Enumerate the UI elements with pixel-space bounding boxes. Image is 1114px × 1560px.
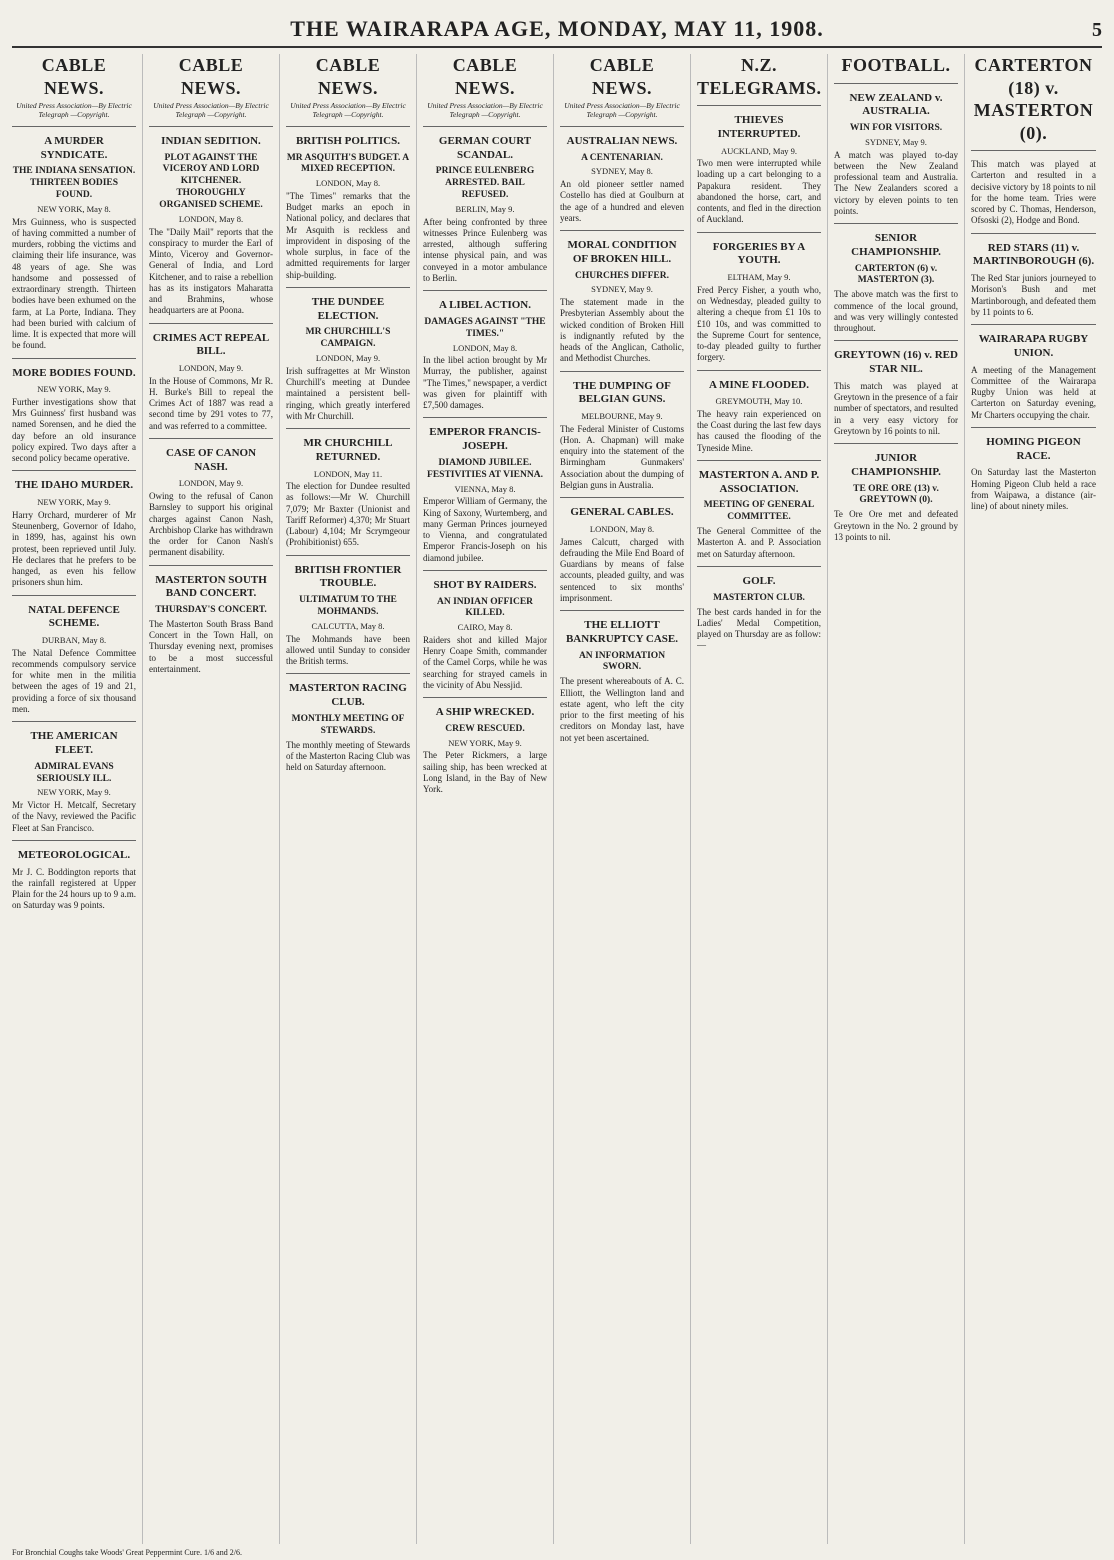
section-divider [560,610,684,611]
news-column [971,54,1102,1544]
column-heading: CABLE NEWS. [178,55,244,98]
section-divider [12,358,136,359]
article-subtitle: THURSDAY'S CONCERT. [155,605,267,615]
article-body: The above match was the first to commence of the local ground, and was very willingly contested throughout. [834,289,958,333]
section-divider [834,83,958,84]
section-divider [12,595,136,596]
section-divider [286,428,410,429]
article-body: An old pioneer settler named Costello has died at Goulburn at the age of a hundred and eleven years. [560,179,684,223]
section-divider [149,438,273,439]
article-title: THIEVES INTERRUPTED. [717,114,801,140]
article-title: HOMING PIGEON RACE. [986,435,1081,462]
article-subtitle: DAMAGES AGAINST "THE TIMES." [424,316,546,339]
article-body: A meeting of the Management Committee of the Wairarapa Rugby Union was held at Carterton on Saturday evening, Mr Charters occupying the chair. [971,364,1096,420]
article-subtitle: DIAMOND JUBILEE. FESTIVITIES AT VIENNA. [427,457,543,480]
article-body: Te Ore Ore met and defeated Greytown in the No. 2 ground by 13 points to nil. [834,509,958,542]
association-credit: United Press Association—By Electric Telegraph —Copyright. [290,101,406,120]
section-divider [149,565,273,566]
article-body: The monthly meeting of Stewards of the Masterton Racing Club was held on Saturday afternoon. [286,739,410,772]
dateline: NEW YORK, May 9. [448,737,522,748]
dateline: DURBAN, May 8. [41,635,107,645]
article-subtitle: THE INDIANA SENSATION. THIRTEEN BODIES FOUND. [12,166,136,200]
section-divider [971,427,1096,428]
article-title: THE AMERICAN FLEET. [30,730,118,756]
section-divider [423,290,547,291]
section-divider [286,555,410,556]
article-subtitle: ADMIRAL EVANS SERIOUSLY ILL. [34,761,114,784]
dateline: ELTHAM, May 9. [727,272,791,283]
page-number: 5 [1092,19,1102,41]
association-credit: United Press Association—By Electric Telegraph —Copyright. [16,101,132,120]
column-heading: N.Z. TELEGRAMS. [697,55,822,98]
bottom-note: For Bronchial Coughs take Woods' Great Peppermint Cure. 1/6 and 2/6. [12,1548,242,1557]
article-body: Raiders shot and killed Major Henry Coape Smith, commander of the Camel Corps, while he was searching for strayed camels in the vicinity of Abu Nessjid. [423,634,547,690]
article-body: The statement made in the Presbyterian Assembly about the wicked condition of Broken Hill is indignantly refuted by the heads of the Anglican, Catholic, and Methodist Churches. [560,297,684,364]
news-column [834,54,965,1544]
dateline: LONDON, May 9. [315,353,381,364]
article-body: Two men were interrupted while loading up a cart belonging to a Papakura resident. They abandoned the horse, cart, and contents, and fled in the direction of Auckland. [697,158,821,225]
section-divider [697,460,821,461]
dateline: CAIRO, May 8. [457,622,513,633]
news-column [423,54,554,1544]
column-heading: CABLE NEWS. [452,55,518,98]
article-title: A SHIP WRECKED. [435,706,535,719]
article-title: A MINE FLOODED. [709,378,809,391]
column-heading: CARTERTON (18) v. MASTERTON (0). [973,55,1094,143]
article-body: The Red Star juniors journeyed to Morison's Bush and met Martinborough, and defeated them by 11 points to 6. [971,273,1096,317]
article-subtitle: CREW RESCUED. [445,723,525,734]
section-divider [560,126,684,127]
article-body: The heavy rain experienced on the Coast during the last few days has caused the flooding of the Tyneside Mine. [697,408,821,453]
section-divider [697,105,821,106]
section-divider [971,150,1096,151]
column-heading: FOOTBALL. [841,55,951,75]
article-subtitle: ULTIMATUM TO THE MOHMANDS. [299,595,397,617]
article-body: Mr Victor H. Metcalf, Secretary of the Navy, reviewed the Pacific Fleet at San Francisco. [12,800,136,833]
article-subtitle: MASTERTON CLUB. [713,592,805,603]
dateline: AUCKLAND, May 9. [720,145,798,156]
article-body: Emperor William of Germany, the King of Saxony, Wurtemberg, and many German Princes journeyed to Vienna, and congratulated Emperor Francis-Joseph on his diamond jubilee. [423,496,547,563]
article-title: THE DUNDEE ELECTION. [311,295,385,322]
article-subtitle: A CENTENARIAN. [581,152,663,163]
dateline: CALCUTTA, May 8. [311,620,385,631]
columns-grid [12,54,1102,1544]
association-credit: United Press Association—By Electric Telegraph —Copyright. [427,101,543,120]
article-title: AUSTRALIAN NEWS. [566,134,678,147]
section-divider [560,497,684,498]
article-body: Irish suffragettes at Mr Winston Churchill's meeting at Dundee maintained a persistent bell-ringing, which greatly interfered with Mr Churchill. [286,365,410,421]
article-body: Mr J. C. Boddington reports that the rainfall registered at Upper Plain for the 24 hours up to 9 a.m. on Saturday was 9 points. [12,866,136,911]
section-divider [697,370,821,371]
article-title: SHOT BY RAIDERS. [433,578,537,591]
article-body: The Federal Minister of Customs (Hon. A. Chapman) will make enquiry into the statement of the Birmingham Gunmakers' Association about the dumping of Belgian guns in Australia. [560,423,684,490]
news-column [286,54,417,1544]
article-body: The present whereabouts of A. C. Elliott, the Wellington land and estate agent, who left the city prior to the first meeting of his creditors on Monday last, have not yet been ascertained. [560,676,684,743]
column-heading: CABLE NEWS. [589,55,655,98]
article-title: MORE BODIES FOUND. [12,366,136,379]
section-divider [834,223,958,224]
article-body: James Calcutt, charged with defrauding the Mile End Board of Guardians by means of false accounts, pleaded guilty, and was sentenced to six months' imprisonment. [560,536,684,603]
article-body: The best cards handed in for the Ladies' Medal Competition, played on Thursday are as follow:— [697,606,821,651]
article-subtitle: MONTHLY MEETING OF STEWARDS. [291,713,405,736]
article-title: MASTERTON SOUTH BAND CONCERT. [155,573,267,600]
dateline: NEW YORK, May 9. [37,384,111,395]
article-title: RED STARS (11) v. MARTINBOROUGH (6). [972,241,1095,268]
section-divider [149,126,273,127]
article-body: Mrs Guinness, who is suspected of having committed a number of murders, robbing the victims and claiming their life insurance, was 48 years of age. She was handsome and possessed of extraordinary strength. Thirteen bodies have been exhumed on the farm, at La Porte, Indiana. They had been buried with calcium of lime. It is expected that more will be found. [12,216,136,351]
article-body: After being confronted by three witnesses Prince Eulenberg was arrested, although suffering intense physical pain, and was conveyed in a motor ambulance to Berlin. [423,216,547,283]
article-body: The Natal Defence Committee recommends compulsory service for white men in the militia between the ages of 19 and 21, providing a force of six thousand men. [12,647,136,714]
association-credit: United Press Association—By Electric Telegraph —Copyright. [564,101,680,120]
article-subtitle: TE ORE ORE (13) v. GREYTOWN (0). [853,483,939,506]
section-divider [697,566,821,567]
section-divider [12,840,136,841]
article-title: A MURDER SYNDICATE. [40,134,108,161]
dateline: LONDON, May 9. [178,363,244,373]
section-divider [12,721,136,722]
dateline: LONDON, May 8. [178,213,244,224]
article-title: BRITISH FRONTIER TROUBLE. [294,563,402,590]
article-body: Fred Percy Fisher, a youth who, on Wednesday, pleaded guilty to altering a cheque from £1 10s to £10 10s, and was committed to the Supreme Court for sentence, to-day pleaded guilty to further forgery. [697,284,821,363]
article-title: A LIBEL ACTION. [438,299,531,311]
article-subtitle: PRINCE EULENBERG ARRESTED. BAIL REFUSED. [435,166,535,200]
article-title: SENIOR CHAMPIONSHIP. [851,232,941,258]
article-subtitle: AN INFORMATION SWORN. [578,650,666,673]
dateline: LONDON, May 9. [178,478,244,489]
column-heading: CABLE NEWS. [41,55,107,98]
article-title: MASTERTON RACING CLUB. [289,682,407,708]
masthead [12,8,1102,48]
article-body: A match was played to-day between the New Zealand professional team and Australia. The New Zealanders scored a victory by eleven points to ten points. [834,149,958,216]
article-title: GREYTOWN (16) v. RED STAR NIL. [834,349,958,375]
article-title: METEOROLOGICAL. [17,848,131,861]
dateline: LONDON, May 8. [315,178,381,189]
article-subtitle: CARTERTON (6) v. MASTERTON (3). [854,263,938,286]
section-divider [423,697,547,698]
section-divider [834,340,958,341]
news-column [12,54,143,1544]
article-title: CRIMES ACT REPEAL BILL. [152,331,270,358]
article-title: JUNIOR CHAMPIONSHIP. [851,452,941,478]
article-title: GOLF. [742,574,776,587]
article-subtitle: AN INDIAN OFFICER KILLED. [436,596,534,619]
news-column [560,54,691,1544]
section-divider [12,126,136,127]
article-title: CASE OF CANON NASH. [165,446,257,473]
article-subtitle: MEETING OF GENERAL COMMITTEE. [703,500,815,523]
dateline: GREYMOUTH, May 10. [715,396,803,407]
section-divider [560,230,684,231]
dateline: MELBOURNE, May 9. [581,411,663,421]
article-body: In the libel action brought by Mr Murray, the publisher, against "The Times," newspaper, a verdict was given for plaintiff with £7,500 damages. [423,355,547,411]
section-divider [12,470,136,471]
article-body: Harry Orchard, murderer of Mr Steunenberg, Governor of Idaho, in 1899, has, against his own protest, been reprieved until July. He declares that he prefers to be hanged, as even his fellow prisoners shun him. [12,509,136,588]
dateline: NEW YORK, May 9. [37,787,111,798]
dateline: NEW YORK, May 8. [37,203,111,214]
dateline: SYDNEY, May 9. [591,284,653,295]
association-credit: United Press Association—By Electric Telegraph —Copyright. [153,101,269,120]
article-title: WAIRARAPA RUGBY UNION. [978,333,1089,359]
section-divider [560,371,684,372]
article-subtitle: CHURCHES DIFFER. [575,270,669,281]
article-title: NATAL DEFENCE SCHEME. [28,603,120,630]
article-body: This match was played at Carterton and resulted in a decisive victory by 18 points to nil for the home team. Tries were scored by C. Thomas, Henderson, Ofsoski (2), Hodge and Bond. [971,159,1096,226]
article-title: BRITISH POLITICS. [296,134,400,147]
dateline: NEW YORK, May 9. [37,497,111,508]
section-divider [423,570,547,571]
section-divider [149,323,273,324]
section-divider [423,126,547,127]
article-body: On Saturday last the Masterton Homing Pigeon Club held a race from Waipawa, a distance (air-line) of about ninety miles. [971,467,1096,511]
article-title: MR CHURCHILL RETURNED. [303,437,393,463]
article-body: The Mohmands have been allowed until Sunday to consider the British terms. [286,633,410,666]
newspaper-title: THE WAIRARAPA AGE, MONDAY, MAY 11, 1908. [290,16,824,41]
dateline: VIENNA, May 8. [454,483,516,494]
article-body: Further investigations show that Mrs Guinness' first husband was named Sorensen, and he died the day before an old insurance policy expired. Two days after a second policy became operative. [12,396,136,464]
section-divider [971,324,1096,325]
article-title: NEW ZEALAND v. AUSTRALIA. [849,91,943,118]
dateline: SYDNEY, May 8. [591,166,653,177]
dateline: LONDON, May 8. [589,523,655,534]
section-divider [423,417,547,418]
dateline: BERLIN, May 9. [455,203,515,214]
article-body: "The Times" remarks that the Budget marks an epoch in National policy, and declares that Mr Asquith is reckless and improvident in disposing of the whole surplus, in face of the admitted requirements for larger ship-building. [286,190,410,280]
article-body: The "Daily Mail" reports that the conspiracy to murder the Earl of Minto, Viceroy and Governor-General of India, and Lord Kitchener, and to raise a rebellion has as its instigators Maharatta and Brahmins, whose headquarters are at Poona. [149,226,273,316]
article-body: Owing to the refusal of Canon Barnsley to support his original charges against Canon Nash, Archbishop Clarke has withdrawn the order for Canon Nash's permanent disability. [149,491,273,558]
article-title: THE ELLIOTT BANKRUPTCY CASE. [565,619,679,645]
article-subtitle: MR CHURCHILL'S CAMPAIGN. [305,327,391,350]
article-body: In the House of Commons, Mr R. H. Burke's Bill to repeal the Crimes Act of 1887 was read a second time by 291 votes to 77, and was referred to a committee. [149,375,273,431]
article-title: MASTERTON A. AND P. ASSOCIATION. [698,468,820,495]
article-title: INDIAN SEDITION. [161,134,261,147]
article-body: The Masterton South Brass Band Concert in the Town Hall, on Thursday evening next, promises to be a most successful entertainment. [149,618,273,674]
article-subtitle: MR ASQUITH'S BUDGET. A MIXED RECEPTION. [286,152,410,175]
section-divider [971,233,1096,234]
section-divider [697,232,821,233]
article-title: EMPEROR FRANCIS-JOSEPH. [429,426,541,453]
article-body: The Peter Rickmers, a large sailing ship, has been wrecked at Long Island, in the Bay of New York. [423,750,547,795]
section-divider [286,287,410,288]
news-column [149,54,280,1544]
article-title: THE DUMPING OF BELGIAN GUNS. [573,379,671,406]
article-title: MORAL CONDITION OF BROKEN HILL. [567,239,677,265]
article-subtitle: PLOT AGAINST THE VICEROY AND LORD KITCHENER. THOROUGHLY ORGANISED SCHEME. [159,152,263,210]
article-body: This match was played at Greytown in the presence of a fair number of spectators, and resulted in a very easy victory for Greytown by 16 points to nil. [834,380,958,436]
article-body: The General Committee of the Masterton A. and P. Association met on Saturday afternoon. [697,526,821,559]
article-title: GENERAL CABLES. [570,506,674,519]
section-divider [834,443,958,444]
article-title: THE IDAHO MURDER. [14,479,134,492]
dateline: LONDON, May 8. [452,342,518,353]
article-body: The election for Dundee resulted as follows:—Mr W. Churchill 7,079; Mr Baxter (Unionist and Tariff Reformer) 4,370; Mr Stuart (Labour) 4,104; Mr Scrymgeour (Prohibitionist) 655. [286,481,410,548]
section-divider [286,126,410,127]
article-title: FORGERIES BY A YOUTH. [712,240,806,267]
article-subtitle: WIN FOR VISITORS. [849,123,943,133]
news-column [697,54,828,1544]
dateline: LONDON, May 11. [313,468,383,479]
article-title: GERMAN COURT SCANDAL. [438,134,532,161]
column-heading: CABLE NEWS. [315,55,381,98]
section-divider [286,673,410,674]
dateline: SYDNEY, May 9. [865,136,927,147]
